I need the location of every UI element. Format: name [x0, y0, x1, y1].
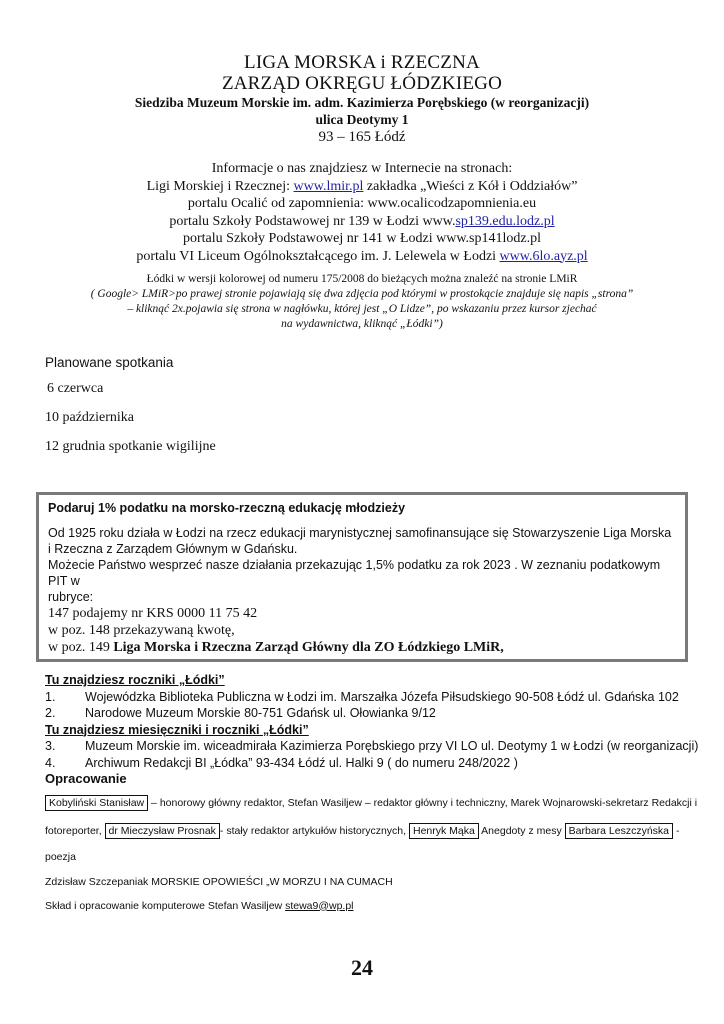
info-text: portalu Szkoły Podstawowej nr 141 w Łodzi www.sp141lodz.pl	[183, 231, 541, 246]
document-header	[0, 52, 724, 146]
info-line-6lo	[0, 248, 724, 266]
references-section	[45, 672, 705, 918]
link-sp139[interactable]: sp139.edu.lodz.pl	[455, 213, 555, 229]
list-item	[45, 755, 705, 772]
info-text: Ligi Morskiej i Rzecznej:	[146, 178, 294, 194]
lodki-note-line1: Łódki w wersji kolorowej od numeru 175/2008 do bieżących można znaleźć na stronie LMiR	[146, 273, 578, 285]
list-text: Wojewódzka Biblioteka Publiczna w Łodzi im. Marszałka Józefa Piłsudskiego 90-508 Łódź ul. Gdańska 102	[85, 689, 679, 704]
list-number: 3.	[45, 739, 56, 753]
credit-name-box: dr Mieczysław Prosnak	[105, 823, 220, 839]
monthlies-heading: Tu znajdziesz miesięczniki i roczniki „Łódki”	[45, 722, 309, 737]
list-number: 2.	[45, 706, 56, 720]
lodki-note-line2: ( Google> LMiR>po prawej stronie pojawiają się dwa zdjęcia pod którymi w prostokącie znajduje się napis „strona”	[90, 288, 634, 300]
tax-box-title: Podaruj 1% podatku na morsko-rzeczną edukację młodzieży	[48, 501, 406, 515]
internet-info	[0, 160, 724, 265]
link-lmir[interactable]: www.lmir.pl	[293, 178, 364, 194]
credit-text: fotoreporter,	[45, 824, 105, 837]
page-number: 24	[351, 955, 373, 980]
info-text: zakładka „Wieści z Kół i Oddziałów”	[363, 178, 578, 194]
planned-meetings	[45, 355, 216, 467]
list-text: Muzeum Morskie im. wiceadmirała Kazimierza Porębskiego przy VI LO ul. Deotymy 1 w Łodzi (w reorganizacji)	[85, 739, 699, 753]
yearbooks-heading: Tu znajdziesz roczniki „Łódki”	[45, 673, 225, 687]
meetings-title: Planowane spotkania	[45, 355, 174, 370]
credits-line3: Zdzisław Szczepaniak MORSKIE OPOWIEŚCI „W MORZU I NA CUMACH	[45, 875, 393, 888]
lodki-note-line3: – kliknąć 2x.pojawia się strona w nagłówku, której jest „O Lidze”, po wskazaniu przez kursor zjechać	[127, 303, 597, 315]
lodki-note-line4: na wydawnictwa, kliknąć „Łódki”)	[281, 318, 443, 330]
list-text: Narodowe Muzeum Morskie 80-751 Gdańsk ul. Ołowianka 9/12	[85, 706, 436, 720]
org-title-line1: LIGA MORSKA i RZECZNA	[244, 52, 480, 73]
credit-text: – honorowy główny redaktor, Stefan Wasiljew – redaktor główny i techniczny, Marek Wojnarowski-sekretarz Redakcji i	[148, 796, 698, 809]
recipient-prefix: w poz. 149	[48, 640, 114, 655]
credit-text: Skład i opracowanie komputerowe Stefan Wasiljew	[45, 899, 286, 912]
amount-line: w poz. 148 przekazywaną kwotę,	[48, 623, 235, 638]
seat-line: Siedziba Muzeum Morskie im. adm. Kazimierza Porębskiego (w reorganizacji)	[134, 95, 590, 110]
info-intro: Informacje o nas znajdziesz w Internecie na stronach:	[211, 161, 513, 176]
info-line-ocalic	[0, 195, 724, 213]
list-number: 1.	[45, 689, 56, 704]
credits-line4	[45, 894, 705, 918]
lodki-note	[0, 272, 724, 332]
recipient-name: Liga Morska i Rzeczna Zarząd Główny dla ZO Łódzkiego LMiR,	[113, 640, 504, 655]
info-line-sp141	[0, 230, 724, 248]
street-line: ulica Deotymy 1	[315, 112, 409, 127]
meeting-item: 12 grudnia spotkanie wigilijne	[45, 439, 216, 454]
list-item	[45, 738, 705, 755]
credit-name-box: Barbara Leszczyńska	[565, 823, 673, 839]
zip-city-line: 93 – 165 Łódź	[318, 129, 406, 145]
credits-heading: Opracowanie	[45, 771, 127, 786]
info-line-sp139	[0, 213, 724, 231]
krs-line: 147 podajemy nr KRS 0000 11 75 42	[48, 606, 258, 621]
meeting-item: 10 października	[45, 410, 135, 425]
tax-para1-line1: Od 1925 roku działa w Łodzi na rzecz edukacji marynistycznej samofinansujące się Stowarzyszenie Liga Morska	[48, 526, 672, 540]
tax-para1-line2: i Rzeczna z Zarządem Głównym w Gdańsku.	[48, 542, 298, 556]
info-text: portalu Ocalić od zapomnienia: www.ocalicodzapomnienia.eu	[187, 196, 537, 211]
info-line-lmir	[0, 178, 724, 196]
credit-text: Anegdoty z mesy	[478, 824, 565, 837]
credit-name-box: Kobyliński Stanisław	[45, 795, 148, 811]
recipient-line	[48, 639, 676, 656]
tax-donation-box	[36, 492, 688, 662]
org-title-line2: ZARZĄD OKRĘGU ŁÓDZKIEGO	[221, 73, 503, 94]
tax-para2-line2: rubryce:	[48, 590, 94, 604]
email-link[interactable]: stewa9@wp.pl	[285, 899, 354, 912]
credit-text: - stały redaktor artykułów historycznych,	[219, 824, 409, 837]
tax-para2-line1: Możecie Państwo wesprzeć nasze działania przekazując 1,5% podatku za rok 2023 . W zeznaniu podatkowym PIT w	[48, 558, 661, 588]
list-text: Archiwum Redakcji BI „Łódka” 93-434 Łódź ul. Halki 9 ( do numeru 248/2022 )	[85, 755, 518, 770]
credit-name-box: Henryk Mąka	[409, 823, 479, 839]
credits-line1	[45, 790, 705, 816]
link-6lo[interactable]: www.6lo.ayz.pl	[499, 248, 588, 264]
info-text: portalu Szkoły Podstawowej nr 139 w Łodzi www.	[169, 213, 456, 229]
credits-line2	[45, 818, 705, 870]
list-item	[45, 705, 705, 722]
list-number: 4.	[45, 755, 56, 770]
info-text: portalu VI Liceum Ogólnokształcącego im. J. Lelewela w Łodzi	[136, 248, 500, 264]
credit-text: - poezja	[45, 824, 680, 863]
list-item	[45, 689, 705, 706]
meeting-item: 6 czerwca	[47, 381, 104, 396]
